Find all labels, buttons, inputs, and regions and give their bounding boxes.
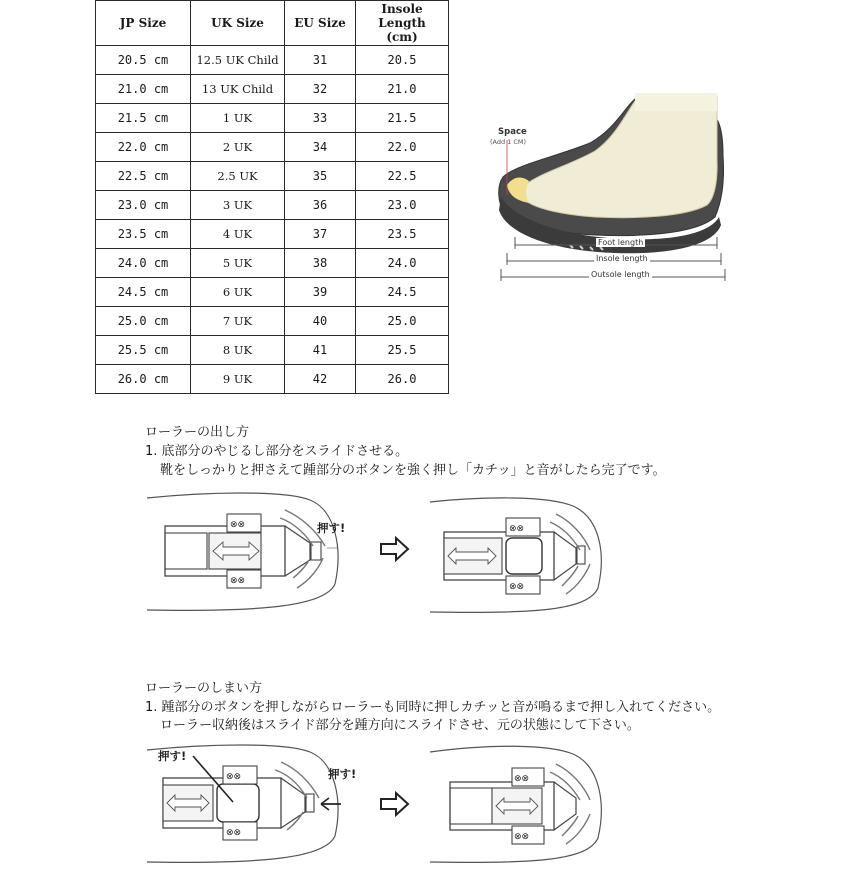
table-row [96, 191, 449, 220]
space-label: Space [498, 127, 527, 137]
insole-length-cell: 23.0 [356, 191, 449, 220]
insole-length-cell: 23.5 [356, 220, 449, 249]
svg-text:⊗⊗: ⊗⊗ [230, 520, 246, 530]
svg-text:⊗⊗: ⊗⊗ [230, 576, 246, 586]
jp-size-cell: 25.5 cm [96, 336, 191, 365]
roller-in-push-label-b: 押す! [328, 767, 357, 781]
roller-out-title: ローラーの出し方 [145, 425, 250, 440]
jp-size-cell: 24.0 cm [96, 249, 191, 278]
next-arrow-icon-2 [378, 790, 412, 818]
insole-length-label: Insole length [596, 254, 648, 263]
insole-length-cell: 26.0 [356, 365, 449, 394]
insole-length-cell: 25.5 [356, 336, 449, 365]
space-sub-label: (Add 1 CM) [490, 138, 527, 146]
heel-stored-illustration [428, 742, 608, 870]
roller-out-step-1b: 靴をしっかりと押さえて踵部分のボタンを強く押し「カチッ」と音がしたら完了です。 [160, 463, 666, 478]
eu-size-cell: 37 [285, 220, 356, 249]
jp-size-cell: 21.0 cm [96, 75, 191, 104]
size-chart-table [95, 0, 449, 394]
jp-size-cell: 22.0 cm [96, 133, 191, 162]
insole-length-cell: 21.0 [356, 75, 449, 104]
svg-text:⊗⊗: ⊗⊗ [509, 582, 525, 592]
header-insole-length-line1: Insole Length [378, 2, 426, 30]
svg-text:⊗⊗: ⊗⊗ [514, 832, 530, 842]
eu-size-cell: 32 [285, 75, 356, 104]
jp-size-cell: 20.5 cm [96, 46, 191, 75]
jp-size-cell: 25.0 cm [96, 307, 191, 336]
uk-size-cell: 5 UK [191, 249, 285, 278]
svg-text:⊗⊗: ⊗⊗ [226, 828, 242, 838]
eu-size-cell: 41 [285, 336, 356, 365]
heel-after-illustration [428, 494, 608, 618]
eu-size-cell: 38 [285, 249, 356, 278]
header-jp-size: JP Size [96, 1, 191, 46]
uk-size-cell: 2.5 UK [191, 162, 285, 191]
table-row [96, 365, 449, 394]
jp-size-cell: 21.5 cm [96, 104, 191, 133]
table-row [96, 104, 449, 133]
insole-length-cell: 25.0 [356, 307, 449, 336]
uk-size-cell: 13 UK Child [191, 75, 285, 104]
table-header-row [96, 1, 449, 46]
outsole-length-label: Outsole length [591, 270, 650, 279]
table-row [96, 75, 449, 104]
uk-size-cell: 6 UK [191, 278, 285, 307]
jp-size-cell: 26.0 cm [96, 365, 191, 394]
eu-size-cell: 34 [285, 133, 356, 162]
insole-length-cell: 24.5 [356, 278, 449, 307]
uk-size-cell: 8 UK [191, 336, 285, 365]
jp-size-cell: 23.0 cm [96, 191, 191, 220]
eu-size-cell: 39 [285, 278, 356, 307]
table-row [96, 307, 449, 336]
table-row [96, 336, 449, 365]
next-arrow-icon [378, 535, 412, 563]
eu-size-cell: 42 [285, 365, 356, 394]
header-insole-length [356, 1, 449, 46]
svg-text:⊗⊗: ⊗⊗ [509, 524, 525, 534]
svg-text:⊗⊗: ⊗⊗ [226, 772, 242, 782]
roller-in-step-1b: ローラー収納後はスライド部分を踵方向にスライドさせ、元の状態にして下さい。 [160, 718, 640, 733]
header-insole-length-line2: (cm) [386, 30, 418, 44]
foot-length-label: Foot length [598, 238, 644, 247]
eu-size-cell: 35 [285, 162, 356, 191]
table-row [96, 46, 449, 75]
table-row [96, 162, 449, 191]
jp-size-cell: 23.5 cm [96, 220, 191, 249]
table-row [96, 249, 449, 278]
insole-length-cell: 24.0 [356, 249, 449, 278]
roller-out-step-1: 1. 底部分のやじるし部分をスライドさせる。 [145, 444, 409, 459]
insole-length-cell: 22.0 [356, 133, 449, 162]
eu-size-cell: 33 [285, 104, 356, 133]
uk-size-cell: 1 UK [191, 104, 285, 133]
uk-size-cell: 2 UK [191, 133, 285, 162]
table-row [96, 133, 449, 162]
header-eu-size: EU Size [285, 1, 356, 46]
uk-size-cell: 3 UK [191, 191, 285, 220]
roller-out-push-label: 押す! [317, 521, 346, 535]
heel-before-illustration [145, 488, 345, 616]
eu-size-cell: 31 [285, 46, 356, 75]
table-row [96, 278, 449, 307]
jp-size-cell: 22.5 cm [96, 162, 191, 191]
roller-in-title: ローラーのしまい方 [145, 681, 263, 696]
insole-length-cell: 21.5 [356, 104, 449, 133]
insole-length-cell: 20.5 [356, 46, 449, 75]
roller-in-push-label-a: 押す! [158, 749, 187, 763]
roller-in-step-1: 1. 踵部分のボタンを押しながらローラーも同時に押しカチッと音が鳴るまで押し入れてください。 [145, 700, 721, 715]
jp-size-cell: 24.5 cm [96, 278, 191, 307]
table-row [96, 220, 449, 249]
svg-text:⊗⊗: ⊗⊗ [514, 774, 530, 784]
insole-length-cell: 22.5 [356, 162, 449, 191]
header-uk-size: UK Size [191, 1, 285, 46]
uk-size-cell: 7 UK [191, 307, 285, 336]
eu-size-cell: 36 [285, 191, 356, 220]
uk-size-cell: 9 UK [191, 365, 285, 394]
uk-size-cell: 12.5 UK Child [191, 46, 285, 75]
uk-size-cell: 4 UK [191, 220, 285, 249]
foot-length-diagram [485, 85, 765, 295]
eu-size-cell: 40 [285, 307, 356, 336]
